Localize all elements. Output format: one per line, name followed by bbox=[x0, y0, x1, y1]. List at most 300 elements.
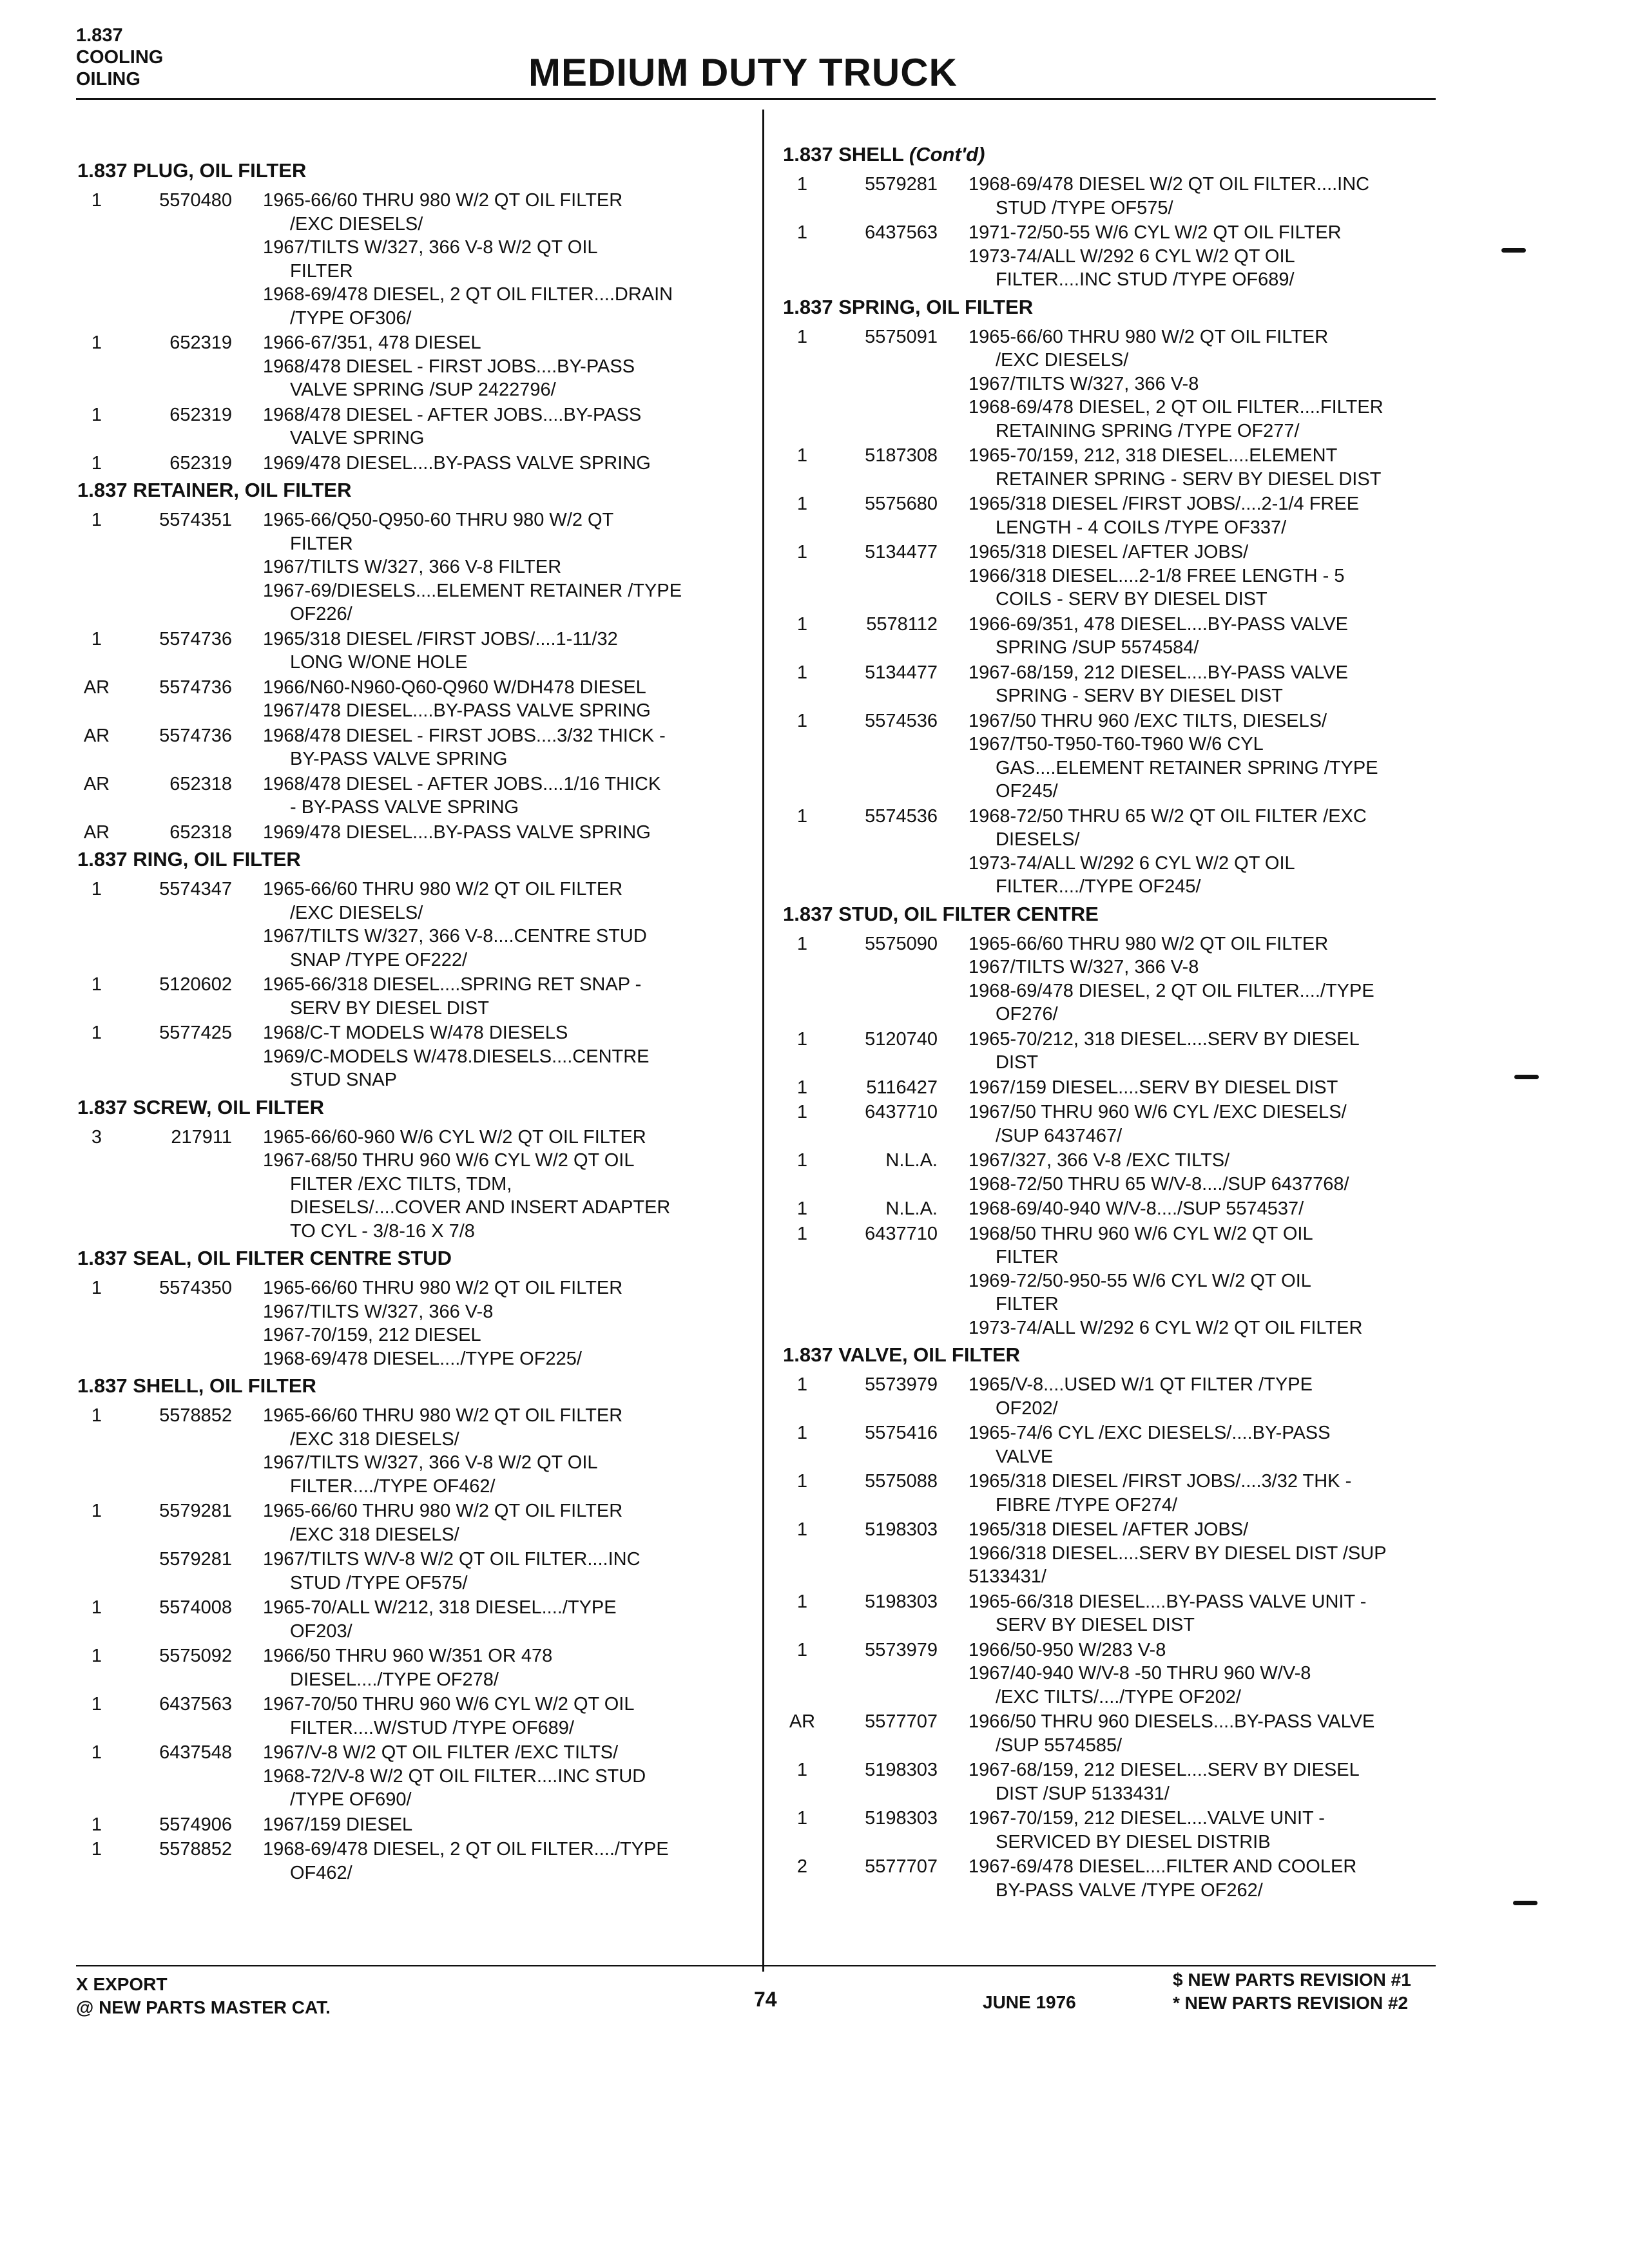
part-entry bbox=[783, 1518, 1460, 1589]
description-line: 1965/318 DIESEL /FIRST JOBS/....3/32 THK - bbox=[969, 1471, 1352, 1492]
description-line: 1967-70/159, 212 DIESEL....VALVE UNIT - bbox=[969, 1808, 1325, 1829]
part-quantity: 1 bbox=[796, 710, 808, 731]
part-entry bbox=[783, 541, 1460, 611]
part-number: 652319 bbox=[169, 332, 232, 353]
part-description bbox=[263, 452, 754, 476]
part-description bbox=[969, 1373, 1460, 1420]
description-line: DIESELS/ bbox=[996, 829, 1080, 850]
description-line: 1967/TILTS W/327, 366 V-8 bbox=[969, 373, 1199, 394]
description-line: 1965-66/60 THRU 980 W/2 QT OIL FILTER bbox=[263, 879, 623, 899]
parts-section bbox=[783, 901, 1460, 1340]
description-line: 1969/478 DIESEL....BY-PASS VALVE SPRING bbox=[263, 822, 651, 843]
part-description bbox=[969, 1855, 1460, 1902]
publication-date: JUNE 1976 bbox=[983, 1992, 1076, 2012]
part-description bbox=[969, 1028, 1460, 1075]
parts-section bbox=[77, 1373, 754, 1885]
part-description bbox=[969, 1639, 1460, 1709]
part-description bbox=[263, 1548, 754, 1595]
parts-section bbox=[783, 1342, 1460, 1902]
part-entry bbox=[77, 1126, 754, 1244]
description-line: /SUP 5574585/ bbox=[996, 1735, 1123, 1756]
description-line: 1965-66/60 THRU 980 W/2 QT OIL FILTER bbox=[969, 933, 1329, 954]
description-line: LENGTH - 4 COILS /TYPE OF337/ bbox=[996, 517, 1287, 538]
description-line: TO CYL - 3/8-16 X 7/8 bbox=[290, 1220, 475, 1242]
section-title: 1.837 VALVE, OIL FILTER bbox=[783, 1343, 1021, 1366]
part-description bbox=[969, 1518, 1460, 1589]
part-entry bbox=[783, 805, 1460, 899]
description-line: 1968/478 DIESEL - FIRST JOBS....BY-PASS bbox=[263, 356, 635, 377]
part-entry bbox=[77, 1644, 754, 1691]
part-number: 5134477 bbox=[865, 662, 938, 683]
part-entry bbox=[783, 221, 1460, 292]
part-number: 6437710 bbox=[865, 1223, 938, 1244]
part-description bbox=[263, 1596, 754, 1643]
part-description bbox=[263, 724, 754, 771]
part-description bbox=[263, 1021, 754, 1092]
description-line: 1967/T50-T950-T60-T960 W/6 CYL bbox=[969, 734, 1264, 754]
part-number: 5574350 bbox=[159, 1278, 232, 1298]
section-header bbox=[76, 24, 163, 90]
description-line: 1968/50 THRU 960 W/6 CYL W/2 QT OIL bbox=[969, 1223, 1313, 1244]
part-quantity: 1 bbox=[91, 974, 102, 995]
part-quantity: 1 bbox=[796, 1374, 808, 1395]
description-line: 1967-70/50 THRU 960 W/6 CYL W/2 QT OIL bbox=[263, 1694, 635, 1715]
description-line: 1966/318 DIESEL....SERV BY DIESEL DIST /SUP bbox=[969, 1542, 1387, 1564]
part-number: 6437710 bbox=[865, 1102, 938, 1122]
description-line: /TYPE OF306/ bbox=[290, 307, 412, 329]
section-number: 1.837 bbox=[76, 25, 123, 46]
part-number: 5116427 bbox=[866, 1077, 938, 1098]
description-line: 1967/159 DIESEL....SERV BY DIESEL DIST bbox=[969, 1077, 1338, 1098]
description-line: BY-PASS VALVE SPRING bbox=[290, 749, 508, 769]
part-quantity: 1 bbox=[796, 1639, 808, 1660]
part-quantity: 1 bbox=[91, 1501, 102, 1521]
description-line: 1968-69/478 DIESEL, 2 QT OIL FILTER....DRAIN bbox=[263, 284, 673, 305]
description-line: LONG W/ONE HOLE bbox=[290, 652, 468, 673]
part-quantity: 1 bbox=[796, 1077, 808, 1098]
page-title: MEDIUM DUTY TRUCK bbox=[528, 51, 958, 94]
part-quantity: 1 bbox=[796, 1760, 808, 1780]
part-entry bbox=[77, 878, 754, 972]
part-description bbox=[969, 1076, 1460, 1100]
part-number: 652318 bbox=[169, 773, 232, 794]
description-line: SERV BY DIESEL DIST bbox=[996, 1615, 1195, 1635]
part-description bbox=[263, 1644, 754, 1691]
description-line: DIESELS/....COVER AND INSERT ADAPTER bbox=[290, 1197, 671, 1218]
part-number: 5575680 bbox=[865, 494, 938, 514]
part-entry bbox=[783, 709, 1460, 803]
description-line: 1965-66/318 DIESEL....SPRING RET SNAP - bbox=[263, 974, 642, 995]
part-number: 5574536 bbox=[865, 710, 938, 731]
binding-mark bbox=[1501, 248, 1526, 253]
part-number: 5574906 bbox=[159, 1814, 232, 1835]
part-description bbox=[969, 1197, 1460, 1221]
description-line: 1968/478 DIESEL - AFTER JOBS....1/16 THICK bbox=[263, 773, 661, 794]
description-line: 1967-70/159, 212 DIESEL bbox=[263, 1325, 481, 1345]
part-entry bbox=[783, 1100, 1460, 1148]
part-number: 5575091 bbox=[865, 326, 938, 347]
part-entry bbox=[77, 1838, 754, 1885]
description-line: 1965-66/60 THRU 980 W/2 QT OIL FILTER bbox=[263, 1405, 623, 1426]
part-quantity: 1 bbox=[796, 326, 808, 347]
legend-revision-1: $ NEW PARTS REVISION #1 bbox=[1173, 1970, 1411, 1990]
description-line: OF203/ bbox=[290, 1620, 352, 1642]
part-entry bbox=[77, 973, 754, 1020]
description-line: FILTER....INC STUD /TYPE OF689/ bbox=[996, 269, 1295, 290]
description-line: /EXC DIESELS/ bbox=[290, 902, 423, 923]
part-entry bbox=[783, 1149, 1460, 1196]
description-line: STUD /TYPE OF575/ bbox=[290, 1572, 468, 1593]
part-number: 5579281 bbox=[865, 174, 938, 195]
description-line: 1967-69/478 DIESEL....FILTER AND COOLER bbox=[969, 1856, 1357, 1877]
description-line: FILTER....W/STUD /TYPE OF689/ bbox=[290, 1717, 574, 1738]
description-line: 1969/C-MODELS W/478.DIESELS....CENTRE bbox=[263, 1046, 650, 1067]
description-line: DIST /SUP 5133431/ bbox=[996, 1783, 1170, 1804]
part-entry bbox=[77, 724, 754, 771]
description-line: STUD SNAP bbox=[290, 1070, 397, 1090]
part-number: 5198303 bbox=[865, 1591, 938, 1612]
right-column bbox=[783, 142, 1460, 1905]
part-entry bbox=[783, 613, 1460, 660]
part-description bbox=[969, 805, 1460, 899]
part-entry bbox=[783, 1590, 1460, 1637]
part-entry bbox=[77, 1548, 754, 1595]
description-line: 1973-74/ALL W/292 6 CYL W/2 QT OIL bbox=[969, 852, 1295, 874]
parts-section bbox=[77, 1245, 754, 1370]
part-quantity: 1 bbox=[91, 1742, 102, 1763]
section-title: 1.837 SHELL, OIL FILTER bbox=[77, 1374, 316, 1397]
part-description bbox=[969, 1807, 1460, 1854]
description-line: 1973-74/ALL W/292 6 CYL W/2 QT OIL bbox=[969, 245, 1295, 267]
description-line: 1965-66/60 THRU 980 W/2 QT OIL FILTER bbox=[263, 1501, 623, 1521]
description-line: FILTER bbox=[290, 260, 353, 282]
part-number: 6437563 bbox=[865, 222, 938, 243]
part-number: 652318 bbox=[169, 822, 232, 843]
description-line: 1968-69/40-940 W/V-8..../SUP 5574537/ bbox=[969, 1198, 1304, 1219]
part-number: 5574736 bbox=[159, 628, 232, 649]
description-line: RETAINER SPRING - SERV BY DIESEL DIST bbox=[996, 468, 1382, 490]
part-description bbox=[969, 325, 1460, 443]
description-line: VALVE SPRING bbox=[290, 428, 425, 448]
part-description bbox=[263, 676, 754, 723]
part-quantity: 1 bbox=[91, 510, 102, 530]
part-number: 5198303 bbox=[865, 1519, 938, 1540]
description-line: SERVICED BY DIESEL DISTRIB bbox=[996, 1831, 1271, 1852]
description-line: 1967/TILTS W/327, 366 V-8 W/2 QT OIL bbox=[263, 237, 598, 258]
description-line: 1965-66/Q50-Q950-60 THRU 980 W/2 QT bbox=[263, 510, 614, 530]
description-line: 1969/478 DIESEL....BY-PASS VALVE SPRING bbox=[263, 452, 651, 474]
continued-label: (Cont'd) bbox=[909, 143, 985, 166]
part-number: 5574351 bbox=[159, 510, 232, 530]
section-title: 1.837 RETAINER, OIL FILTER bbox=[77, 479, 352, 501]
description-line: FILTER..../TYPE OF245/ bbox=[996, 876, 1201, 897]
part-number: 5574536 bbox=[865, 805, 938, 827]
description-line: 1973-74/ALL W/292 6 CYL W/2 QT OIL FILTER bbox=[969, 1317, 1363, 1338]
part-quantity: 1 bbox=[796, 1591, 808, 1612]
parts-section bbox=[77, 158, 754, 475]
part-description bbox=[969, 444, 1460, 491]
description-line: COILS - SERV BY DIESEL DIST bbox=[996, 589, 1268, 610]
footer-legend-left bbox=[76, 1973, 331, 2019]
part-quantity: 1 bbox=[796, 1102, 808, 1122]
part-entry bbox=[783, 1222, 1460, 1340]
part-description bbox=[969, 541, 1460, 611]
part-number: 5574008 bbox=[159, 1597, 232, 1618]
part-description bbox=[969, 1149, 1460, 1196]
legend-master-cat: @ NEW PARTS MASTER CAT. bbox=[76, 1997, 331, 2017]
part-description bbox=[263, 331, 754, 402]
part-number: 5579281 bbox=[159, 1549, 232, 1570]
part-quantity: 1 bbox=[91, 1694, 102, 1715]
part-description bbox=[969, 1758, 1460, 1805]
description-line: 1969-72/50-950-55 W/6 CYL W/2 QT OIL bbox=[969, 1270, 1311, 1291]
description-line: /EXC TILTS/..../TYPE OF202/ bbox=[996, 1686, 1241, 1707]
part-number: 5187308 bbox=[865, 445, 938, 466]
section-title: 1.837 SPRING, OIL FILTER bbox=[783, 295, 1034, 318]
part-number: 5578852 bbox=[159, 1839, 232, 1860]
part-number: 5575416 bbox=[865, 1423, 938, 1443]
description-line: /TYPE OF690/ bbox=[290, 1789, 412, 1810]
description-line: 1968-72/50 THRU 65 W/V-8..../SUP 6437768/ bbox=[969, 1173, 1349, 1195]
part-description bbox=[263, 1838, 754, 1885]
part-number: 652319 bbox=[169, 452, 232, 474]
part-number: 5578852 bbox=[159, 1405, 232, 1426]
part-description bbox=[969, 932, 1460, 1026]
part-number: 5120740 bbox=[865, 1028, 938, 1050]
column-divider bbox=[762, 110, 764, 1972]
part-number: 5575088 bbox=[865, 1471, 938, 1492]
description-line: DIST bbox=[996, 1052, 1039, 1073]
part-description bbox=[263, 1499, 754, 1546]
section-title: 1.837 STUD, OIL FILTER CENTRE bbox=[783, 902, 1099, 925]
part-quantity: AR bbox=[83, 773, 110, 794]
part-quantity: 1 bbox=[796, 445, 808, 466]
part-entry bbox=[77, 1693, 754, 1740]
part-description bbox=[263, 878, 754, 972]
description-line: 1966/50 THRU 960 DIESELS....BY-PASS VALVE bbox=[969, 1711, 1375, 1732]
part-entry bbox=[77, 508, 754, 626]
part-entry bbox=[77, 452, 754, 476]
part-quantity: 1 bbox=[796, 1471, 808, 1492]
description-line: 1965/V-8....USED W/1 QT FILTER /TYPE bbox=[969, 1374, 1313, 1395]
description-line: 1967-69/DIESELS....ELEMENT RETAINER /TYPE bbox=[263, 580, 682, 601]
part-quantity: 1 bbox=[91, 452, 102, 474]
description-line: SERV BY DIESEL DIST bbox=[290, 997, 489, 1019]
description-line: 1965-66/60 THRU 980 W/2 QT OIL FILTER bbox=[969, 326, 1329, 347]
description-line: /EXC DIESELS/ bbox=[996, 350, 1129, 370]
binding-mark bbox=[1513, 1901, 1537, 1905]
section-title: 1.837 RING, OIL FILTER bbox=[77, 848, 301, 870]
description-line: 1968/C-T MODELS W/478 DIESELS bbox=[263, 1023, 568, 1043]
section-subject-oiling: OILING bbox=[76, 69, 140, 90]
part-quantity: 1 bbox=[796, 1519, 808, 1540]
part-quantity: 1 bbox=[796, 1028, 808, 1050]
part-description bbox=[969, 492, 1460, 539]
description-line: RETAINING SPRING /TYPE OF277/ bbox=[996, 420, 1300, 441]
part-number: 5574736 bbox=[159, 677, 232, 698]
part-entry bbox=[783, 1421, 1460, 1468]
part-entry bbox=[783, 1710, 1460, 1757]
part-quantity: 1 bbox=[796, 1150, 808, 1171]
part-quantity: 1 bbox=[796, 222, 808, 243]
part-quantity: 1 bbox=[91, 879, 102, 899]
description-line: 1965-70/212, 318 DIESEL....SERV BY DIESEL bbox=[969, 1028, 1360, 1050]
part-entry bbox=[783, 1855, 1460, 1902]
part-entry bbox=[783, 1639, 1460, 1709]
part-quantity: 1 bbox=[91, 190, 102, 211]
part-entry bbox=[77, 676, 754, 723]
part-entry bbox=[783, 1028, 1460, 1075]
part-quantity: 1 bbox=[796, 174, 808, 195]
description-line: /EXC 318 DIESELS/ bbox=[290, 1524, 459, 1545]
description-line: 1966-67/351, 478 DIESEL bbox=[263, 332, 481, 353]
description-line: 1968-69/478 DIESEL, 2 QT OIL FILTER....FILTER bbox=[969, 397, 1383, 418]
part-entry bbox=[783, 173, 1460, 220]
description-line: OF226/ bbox=[290, 604, 352, 624]
part-number: 5570480 bbox=[159, 190, 232, 211]
description-line: FILTER bbox=[996, 1247, 1059, 1267]
section-title: 1.837 PLUG, OIL FILTER bbox=[77, 159, 307, 182]
part-number: 5579281 bbox=[159, 1501, 232, 1521]
part-quantity: AR bbox=[83, 822, 110, 843]
description-line: 1966/N60-N960-Q60-Q960 W/DH478 DIESEL bbox=[263, 677, 646, 698]
part-entry bbox=[77, 773, 754, 820]
description-line: 1967-68/159, 212 DIESEL....SERV BY DIESEL bbox=[969, 1760, 1360, 1780]
section-title: 1.837 SEAL, OIL FILTER CENTRE STUD bbox=[77, 1247, 452, 1269]
part-quantity bbox=[77, 1548, 116, 1595]
description-line: 1967/TILTS W/327, 366 V-8 bbox=[969, 957, 1199, 977]
description-line: VALVE bbox=[996, 1446, 1054, 1467]
part-quantity: 1 bbox=[91, 1405, 102, 1426]
part-description bbox=[263, 189, 754, 330]
part-entry bbox=[783, 1076, 1460, 1100]
part-quantity: 1 bbox=[796, 494, 808, 514]
part-description bbox=[263, 1693, 754, 1740]
description-line: 1967/V-8 W/2 QT OIL FILTER /EXC TILTS/ bbox=[263, 1742, 619, 1763]
part-quantity: 1 bbox=[91, 332, 102, 353]
part-quantity: 2 bbox=[796, 1856, 808, 1877]
part-entry bbox=[783, 661, 1460, 708]
part-entry bbox=[77, 1596, 754, 1643]
description-line: - BY-PASS VALVE SPRING bbox=[290, 797, 519, 818]
description-line: 1968-69/478 DIESEL, 2 QT OIL FILTER..../TYPE bbox=[969, 980, 1374, 1001]
description-line: 1967/TILTS W/327, 366 V-8 FILTER bbox=[263, 557, 562, 577]
part-quantity: 1 bbox=[91, 1814, 102, 1835]
part-description bbox=[969, 1421, 1460, 1468]
part-entry bbox=[783, 325, 1460, 443]
description-line: 1968-72/V-8 W/2 QT OIL FILTER....INC STUD bbox=[263, 1765, 646, 1787]
description-line: FILTER bbox=[290, 533, 353, 554]
part-quantity: 1 bbox=[91, 1646, 102, 1666]
part-description bbox=[263, 973, 754, 1020]
description-line: /EXC 318 DIESELS/ bbox=[290, 1428, 459, 1450]
description-line: 1968-72/50 THRU 65 W/2 QT OIL FILTER /EXC bbox=[969, 805, 1367, 827]
part-number: 5575090 bbox=[865, 933, 938, 954]
part-entry bbox=[77, 1741, 754, 1812]
description-line: OF245/ bbox=[996, 781, 1058, 802]
description-line: SPRING - SERV BY DIESEL DIST bbox=[996, 686, 1283, 706]
part-entry bbox=[77, 821, 754, 845]
part-description bbox=[263, 628, 754, 675]
part-quantity: 1 bbox=[796, 933, 808, 954]
description-line: 1965-66/318 DIESEL....BY-PASS VALVE UNIT - bbox=[969, 1591, 1367, 1612]
part-quantity: 1 bbox=[91, 628, 102, 649]
binding-mark bbox=[1514, 1075, 1539, 1079]
description-line: VALVE SPRING /SUP 2422796/ bbox=[290, 380, 556, 400]
left-column bbox=[77, 158, 754, 1887]
description-line: BY-PASS VALVE /TYPE OF262/ bbox=[996, 1879, 1263, 1901]
description-line: FILTER bbox=[996, 1294, 1059, 1314]
part-description bbox=[263, 1276, 754, 1370]
part-entry bbox=[783, 932, 1460, 1026]
part-quantity: 1 bbox=[796, 1223, 808, 1244]
description-line: 1967/40-940 W/V-8 -50 THRU 960 W/V-8 bbox=[969, 1663, 1311, 1684]
description-line: 1966/50 THRU 960 W/351 OR 478 bbox=[263, 1646, 553, 1666]
description-line: SPRING /SUP 5574584/ bbox=[996, 637, 1199, 658]
description-line: 1965-66/60 THRU 980 W/2 QT OIL FILTER bbox=[263, 1278, 623, 1298]
part-description bbox=[969, 221, 1460, 292]
description-line: 1967/TILTS W/327, 366 V-8 W/2 QT OIL bbox=[263, 1452, 598, 1473]
description-line: /SUP 6437467/ bbox=[996, 1125, 1123, 1146]
parts-section bbox=[783, 142, 1460, 292]
part-description bbox=[263, 1741, 754, 1812]
part-entry bbox=[77, 189, 754, 330]
description-line: 1967/159 DIESEL bbox=[263, 1814, 413, 1835]
part-number: 5577707 bbox=[865, 1856, 938, 1877]
part-description bbox=[969, 613, 1460, 660]
description-line: 1967-68/159, 212 DIESEL....BY-PASS VALVE bbox=[969, 662, 1348, 683]
part-description bbox=[263, 821, 754, 845]
description-line: OF462/ bbox=[290, 1862, 352, 1883]
description-line: 1967/50 THRU 960 W/6 CYL /EXC DIESELS/ bbox=[969, 1102, 1347, 1122]
part-quantity: 1 bbox=[796, 542, 808, 562]
parts-section bbox=[77, 847, 754, 1092]
part-description bbox=[263, 1404, 754, 1498]
part-entry bbox=[783, 492, 1460, 539]
description-line: 1968-69/478 DIESEL..../TYPE OF225/ bbox=[263, 1348, 582, 1369]
part-description bbox=[969, 1470, 1460, 1517]
part-description bbox=[969, 1222, 1460, 1340]
description-line: 1971-72/50-55 W/6 CYL W/2 QT OIL FILTER bbox=[969, 222, 1342, 243]
description-line: 1966/50-950 W/283 V-8 bbox=[969, 1639, 1166, 1660]
part-entry bbox=[77, 331, 754, 402]
part-number: 5577425 bbox=[159, 1023, 232, 1043]
part-entry bbox=[77, 1813, 754, 1837]
description-line: 1966-69/351, 478 DIESEL....BY-PASS VALVE bbox=[969, 613, 1348, 635]
page-number: 74 bbox=[754, 1988, 777, 2011]
description-line: OF202/ bbox=[996, 1398, 1058, 1419]
part-number: 5573979 bbox=[865, 1374, 938, 1395]
part-quantity: AR bbox=[789, 1711, 816, 1732]
description-line: 1965/318 DIESEL /AFTER JOBS/ bbox=[969, 542, 1249, 562]
header-divider bbox=[76, 98, 1436, 100]
part-entry bbox=[783, 1373, 1460, 1420]
description-line: 5133431/ bbox=[969, 1566, 1046, 1587]
part-description bbox=[969, 1710, 1460, 1757]
part-entry bbox=[783, 1470, 1460, 1517]
description-line: 1968/478 DIESEL - FIRST JOBS....3/32 THICK - bbox=[263, 725, 666, 746]
description-line: 1965/318 DIESEL /FIRST JOBS/....1-11/32 bbox=[263, 628, 618, 649]
description-line: 1967/TILTS W/V-8 W/2 QT OIL FILTER....INC bbox=[263, 1549, 641, 1570]
parts-section bbox=[783, 294, 1460, 899]
part-entry bbox=[77, 628, 754, 675]
part-number: N.L.A. bbox=[885, 1198, 938, 1219]
part-quantity: 3 bbox=[91, 1126, 102, 1148]
parts-section bbox=[77, 1095, 754, 1244]
legend-export: X EXPORT bbox=[76, 1974, 168, 1994]
part-description bbox=[263, 508, 754, 626]
part-quantity: 1 bbox=[796, 662, 808, 683]
